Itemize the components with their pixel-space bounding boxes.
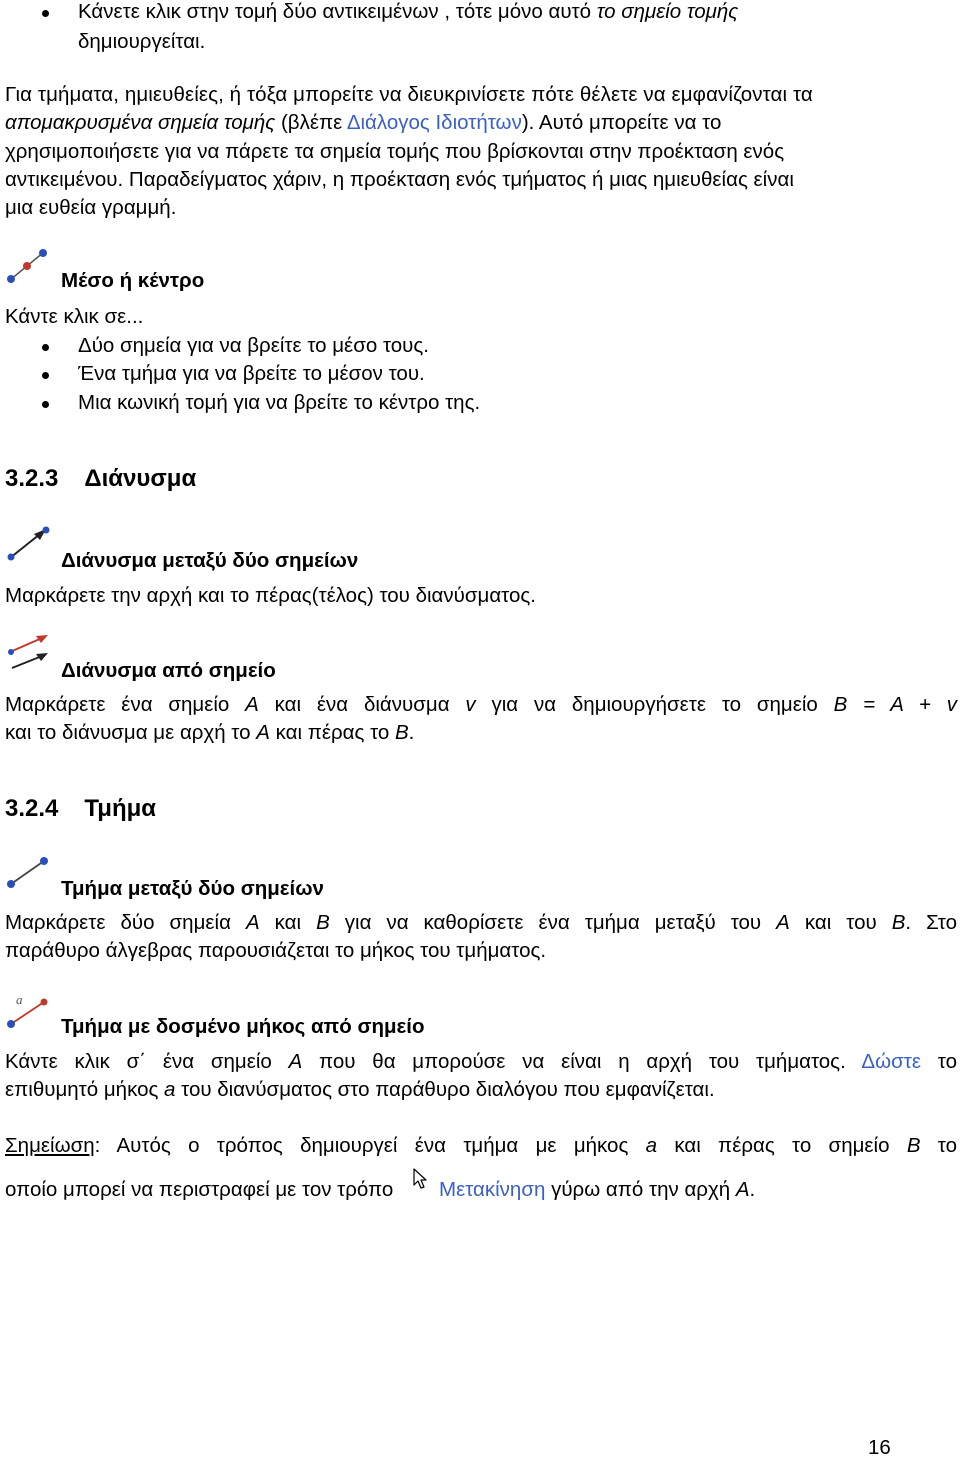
text: . Στο [905,911,958,934]
para1-line3: χρησιμοποιήσετε για να πάρετε τα σημεία τομής που βρίσκονται στην προέκταση ενός [5,140,785,163]
vector-from-point-icon [6,632,50,672]
vector-two-points-text: Μαρκάρετε την αρχή και το πέρας(τέλος) του διανύσματος. [5,584,536,607]
vector-from-point-title: Διάνυσμα από σημείο [61,659,276,682]
segment-two-points-title: Τμήμα μεταξύ δύο σημείων [61,877,324,900]
midpoint-bullet-3: Μια κωνική τομή για να βρείτε το κέντρο της. [78,391,481,414]
segment-fixed-line2 [5,1078,715,1102]
midpoint-bullet-1: Δύο σημεία για να βρείτε το μέσο τους. [78,334,429,357]
text: για να καθορίσετε ένα τμήμα μεταξύ του [329,911,777,934]
text: . [408,721,415,744]
var-v: v [465,693,476,716]
section-323-heading [5,465,196,493]
var-A: A [288,1050,303,1073]
vector-from-point-line2 [5,721,414,745]
var-B: B [316,911,330,934]
move-cursor-icon [413,1168,435,1192]
properties-dialog-link[interactable]: Διάλογος Ιδιοτήτων [346,111,522,134]
text: το [921,1050,957,1073]
segment-fixed-title: Τμήμα με δοσμένο μήκος από σημείο [61,1015,425,1038]
midpoint-title: Μέσο ή κέντρο [61,269,205,292]
vector-two-points-title: Διάνυσμα μεταξύ δύο σημείων [61,549,359,572]
var-A: A [776,911,790,934]
text: γύρω από την αρχή [545,1178,736,1201]
text: το [920,1134,958,1157]
text: Μαρκάρετε ένα σημείο [5,693,246,716]
text: και ένα διάνυσμα [258,693,466,716]
bullet-dot [42,372,49,379]
text: οποίο μπορεί να περιστραφεί με τον τρόπο [5,1178,399,1201]
note-line2 [5,1168,755,1202]
var-a: a [645,1134,658,1157]
segment-two-points-line1 [5,911,957,935]
top-bullet-line2: δημιουργείται. [78,30,206,53]
para1-italic: απομακρυσμένα σημεία τομής [5,111,276,134]
bullet-dot [42,10,49,17]
text: . [749,1178,756,1201]
section-324-heading [5,795,156,823]
midpoint-tool-icon [6,246,50,286]
text: και του [789,911,892,934]
text: που θα μπορούσε να είναι η αρχή του τμήματος. [302,1050,862,1073]
text: και το διάνυσμα με αρχή το [5,721,257,744]
var-A: A [735,1178,750,1201]
give-link[interactable]: Δώστε [861,1050,921,1073]
var-A: A [245,911,260,934]
top-bullet-text: Κάνετε κλικ στην τομή δύο αντικειμένων , τότε μόνο αυτό [78,0,597,23]
segment-fixed-length-icon [6,992,50,1030]
segment-tool-icon [6,854,50,890]
para1-line4: αντικειμένου. Παραδείγματος χάριν, η προέκταση ενός τμήματος ή μιας ημιευθείας είναι [5,168,794,191]
midpoint-bullet-2: Ένα τμήμα για να βρείτε το μέσον του. [78,362,425,385]
text: Μαρκάρετε δύο σημεία [5,911,246,934]
para1-text-b: ). Αυτό μπορείτε να το [521,111,722,134]
text: : Αυτός ο τρόπος δημιουργεί ένα τμήμα με μήκος [94,1134,646,1157]
move-tool-link[interactable]: Μετακίνηση [439,1178,546,1201]
var-a: a [164,1078,176,1101]
section-title: Τμήμα [84,795,157,822]
top-bullet-line1 [78,0,738,24]
text: Κάντε κλικ σ΄ ένα σημείο [5,1050,289,1073]
text: και [259,911,317,934]
var-B: B [394,721,409,744]
para1-line1: Για τμήματα, ημιευθείες, ή τόξα μπορείτε να διευκρινίσετε πότε θέλετε να εμφανίζονται τα [5,83,813,106]
page-number: 16 [868,1436,891,1459]
text: και πέρας το [269,721,395,744]
note-line1 [5,1134,957,1158]
vector-tool-icon [6,526,50,562]
note-label: Σημείωση [5,1134,95,1157]
segment-two-points-line2: παράθυρο άλγεβρας παρουσιάζεται το μήκος του τμήματος. [5,939,547,962]
text: επιθυμητό μήκος [5,1078,165,1101]
text: για να δημιουργήσετε το σημείο [475,693,834,716]
text: του διανύσματος στο παράθυρο διαλόγου που εμφανίζεται. [175,1078,715,1101]
var-B: B [906,1134,921,1157]
para1-line5: μια ευθεία γραμμή. [5,196,177,219]
section-title: Διάνυσμα [84,465,197,492]
equation: B = A + v [833,693,957,716]
section-number: 3.2.3 [5,465,59,492]
top-bullet-italic: το σημείο τομής [596,0,739,23]
para1-text: (βλέπε [275,111,347,134]
var-A: A [256,721,270,744]
bullet-dot [42,344,49,351]
vector-from-point-line1 [5,693,957,717]
segment-fixed-line1 [5,1050,957,1074]
para1-line2 [5,111,957,135]
var-A: A [245,693,259,716]
midpoint-intro: Κάντε κλικ σε... [5,305,144,328]
var-B: B [891,911,906,934]
bullet-dot [42,401,49,408]
svg-text:a: a [16,992,23,1007]
text: και πέρας το σημείο [657,1134,907,1157]
section-number: 3.2.4 [5,795,59,822]
